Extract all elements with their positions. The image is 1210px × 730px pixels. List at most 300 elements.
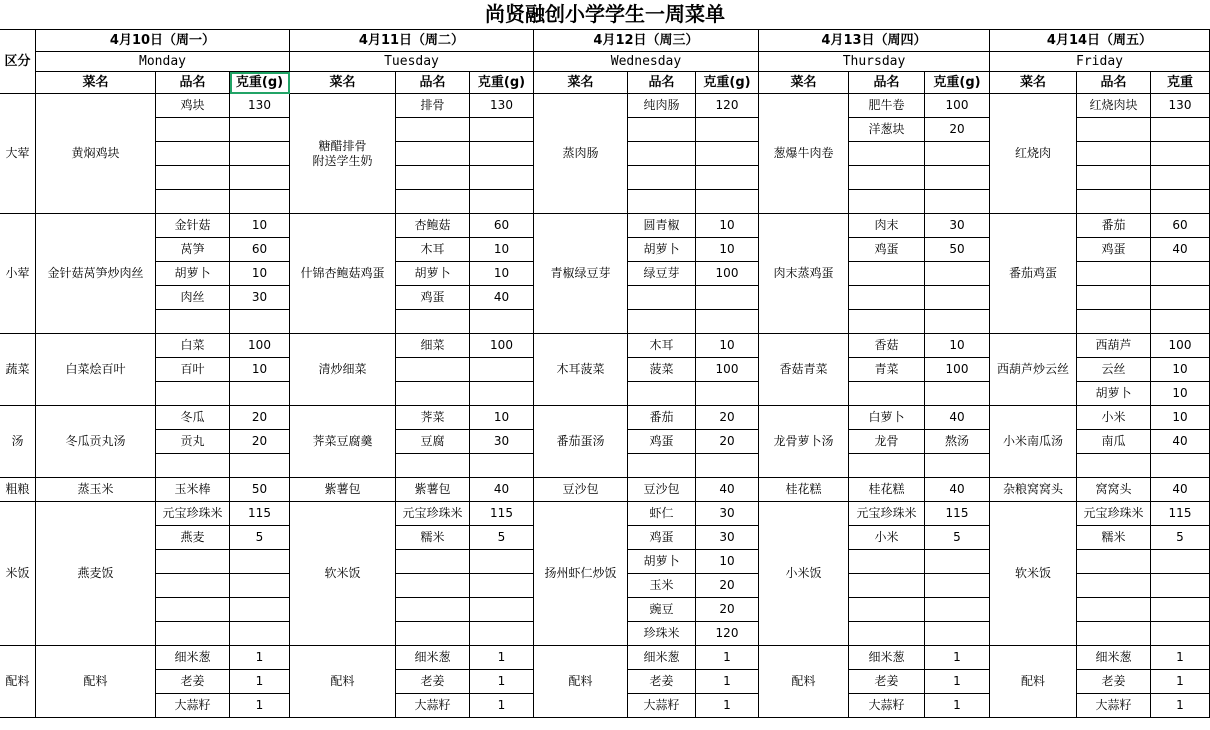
ingredient-cell[interactable]: 胡萝卜: [156, 262, 230, 286]
ingredient-cell[interactable]: [1077, 190, 1151, 214]
ingredient-cell[interactable]: 豆腐: [396, 430, 470, 454]
weight-column-header[interactable]: 克重: [1151, 72, 1210, 94]
dish-name-cell[interactable]: 番茄蛋汤: [534, 406, 628, 478]
ingredient-cell[interactable]: [849, 166, 925, 190]
ingredient-cell[interactable]: 杏鲍菇: [396, 214, 470, 238]
category-label[interactable]: 米饭: [0, 502, 36, 646]
weight-cell[interactable]: 40: [925, 406, 990, 430]
ingredient-cell[interactable]: [156, 574, 230, 598]
weight-cell[interactable]: 1: [925, 694, 990, 718]
dish-name-cell[interactable]: 葱爆牛肉卷: [759, 94, 849, 214]
ingredient-cell[interactable]: [849, 598, 925, 622]
ingredient-cell[interactable]: 玉米棒: [156, 478, 230, 502]
weight-cell[interactable]: [470, 598, 534, 622]
dish-name-cell[interactable]: 金针菇莴笋炒肉丝: [36, 214, 156, 334]
weight-cell[interactable]: 10: [470, 238, 534, 262]
ingredient-cell[interactable]: 云丝: [1077, 358, 1151, 382]
ingredient-cell[interactable]: 贡丸: [156, 430, 230, 454]
dish-name-cell[interactable]: 冬瓜贡丸汤: [36, 406, 156, 478]
weight-cell[interactable]: 5: [925, 526, 990, 550]
weight-cell[interactable]: [1151, 262, 1210, 286]
ingredient-cell[interactable]: [396, 190, 470, 214]
ingredient-cell[interactable]: 玉米: [628, 574, 696, 598]
weight-cell[interactable]: 130: [230, 94, 290, 118]
ingredient-cell[interactable]: 白萝卜: [849, 406, 925, 430]
ingredient-cell[interactable]: [396, 310, 470, 334]
dish-column-header[interactable]: 菜名: [534, 72, 628, 94]
ingredient-cell[interactable]: 白菜: [156, 334, 230, 358]
ingredient-cell[interactable]: 莴笋: [156, 238, 230, 262]
ingredient-cell[interactable]: [849, 262, 925, 286]
ingredient-cell[interactable]: [156, 622, 230, 646]
ingredient-cell[interactable]: [156, 382, 230, 406]
weight-cell[interactable]: [925, 190, 990, 214]
ingredient-cell[interactable]: [396, 118, 470, 142]
ingredient-cell[interactable]: 糯米: [1077, 526, 1151, 550]
ingredient-cell[interactable]: [1077, 598, 1151, 622]
dish-name-cell[interactable]: 什锦杏鲍菇鸡蛋: [290, 214, 396, 334]
weight-cell[interactable]: 10: [470, 262, 534, 286]
weight-cell[interactable]: 30: [230, 286, 290, 310]
weight-cell[interactable]: 1: [1151, 646, 1210, 670]
item-column-header[interactable]: 品名: [156, 72, 230, 94]
ingredient-cell[interactable]: 鸡块: [156, 94, 230, 118]
dish-name-cell[interactable]: 荠菜豆腐羹: [290, 406, 396, 478]
ingredient-cell[interactable]: [1077, 622, 1151, 646]
ingredient-cell[interactable]: 细米葱: [156, 646, 230, 670]
weight-cell[interactable]: 60: [470, 214, 534, 238]
weight-cell[interactable]: [470, 310, 534, 334]
weight-cell[interactable]: [230, 550, 290, 574]
ingredient-cell[interactable]: [628, 454, 696, 478]
weight-cell[interactable]: 100: [470, 334, 534, 358]
ingredient-cell[interactable]: [628, 310, 696, 334]
weight-cell[interactable]: [1151, 118, 1210, 142]
ingredient-cell[interactable]: 鸡蛋: [1077, 238, 1151, 262]
ingredient-cell[interactable]: 元宝珍珠米: [849, 502, 925, 526]
weight-cell[interactable]: 10: [1151, 358, 1210, 382]
weight-cell[interactable]: 10: [230, 262, 290, 286]
weight-cell[interactable]: 100: [696, 358, 759, 382]
day-date-header[interactable]: 4月13日（周四）: [759, 30, 990, 52]
ingredient-cell[interactable]: [628, 166, 696, 190]
ingredient-cell[interactable]: 菠菜: [628, 358, 696, 382]
ingredient-cell[interactable]: 番茄: [1077, 214, 1151, 238]
ingredient-cell[interactable]: [849, 310, 925, 334]
day-weekday-header[interactable]: Tuesday: [290, 52, 534, 72]
ingredient-cell[interactable]: [849, 622, 925, 646]
category-label[interactable]: 粗粮: [0, 478, 36, 502]
weight-cell[interactable]: 1: [230, 694, 290, 718]
weight-cell[interactable]: 1: [470, 694, 534, 718]
category-label[interactable]: 大荤: [0, 94, 36, 214]
ingredient-cell[interactable]: 排骨: [396, 94, 470, 118]
weight-cell[interactable]: 40: [470, 286, 534, 310]
weight-cell[interactable]: 115: [1151, 502, 1210, 526]
dish-name-cell[interactable]: 黄焖鸡块: [36, 94, 156, 214]
weight-column-header[interactable]: 克重(g): [696, 72, 759, 94]
weight-cell[interactable]: 1: [696, 646, 759, 670]
item-column-header[interactable]: 品名: [396, 72, 470, 94]
weight-cell[interactable]: 5: [1151, 526, 1210, 550]
ingredient-cell[interactable]: 大蒜籽: [156, 694, 230, 718]
weight-cell[interactable]: 20: [925, 118, 990, 142]
weight-cell[interactable]: 熬汤: [925, 430, 990, 454]
weight-cell[interactable]: [696, 286, 759, 310]
dish-column-header[interactable]: 菜名: [759, 72, 849, 94]
dish-name-cell[interactable]: 软米饭: [290, 502, 396, 646]
dish-name-cell[interactable]: 蒸玉米: [36, 478, 156, 502]
weight-cell[interactable]: 1: [230, 670, 290, 694]
ingredient-cell[interactable]: 元宝珍珠米: [156, 502, 230, 526]
weight-cell[interactable]: 1: [1151, 670, 1210, 694]
weight-cell[interactable]: [230, 574, 290, 598]
weight-cell[interactable]: 30: [696, 526, 759, 550]
weight-cell[interactable]: 10: [1151, 406, 1210, 430]
dish-name-cell[interactable]: 杂粮窝窝头: [990, 478, 1077, 502]
dish-name-cell[interactable]: 木耳菠菜: [534, 334, 628, 406]
ingredient-cell[interactable]: 老姜: [396, 670, 470, 694]
ingredient-cell[interactable]: 木耳: [628, 334, 696, 358]
ingredient-cell[interactable]: 老姜: [156, 670, 230, 694]
ingredient-cell[interactable]: 细米葱: [1077, 646, 1151, 670]
ingredient-cell[interactable]: [396, 454, 470, 478]
weight-cell[interactable]: [470, 454, 534, 478]
weight-cell[interactable]: [1151, 550, 1210, 574]
ingredient-cell[interactable]: 纯肉肠: [628, 94, 696, 118]
dish-name-cell[interactable]: 配料: [990, 646, 1077, 718]
weight-cell[interactable]: 10: [1151, 382, 1210, 406]
day-weekday-header[interactable]: Wednesday: [534, 52, 759, 72]
dish-name-cell[interactable]: 软米饭: [990, 502, 1077, 646]
day-weekday-header[interactable]: Thursday: [759, 52, 990, 72]
ingredient-cell[interactable]: 圆青椒: [628, 214, 696, 238]
weight-cell[interactable]: 5: [230, 526, 290, 550]
category-header[interactable]: 区分: [0, 30, 36, 94]
weight-cell[interactable]: [696, 454, 759, 478]
ingredient-cell[interactable]: [396, 574, 470, 598]
weight-cell[interactable]: 40: [470, 478, 534, 502]
weight-cell[interactable]: 10: [696, 214, 759, 238]
ingredient-cell[interactable]: [849, 190, 925, 214]
weight-cell[interactable]: [230, 310, 290, 334]
weight-column-header[interactable]: 克重(g): [925, 72, 990, 94]
weight-cell[interactable]: 60: [230, 238, 290, 262]
dish-name-cell[interactable]: 燕麦饭: [36, 502, 156, 646]
ingredient-cell[interactable]: [1077, 142, 1151, 166]
ingredient-cell[interactable]: 桂花糕: [849, 478, 925, 502]
weight-cell[interactable]: 40: [925, 478, 990, 502]
weight-cell[interactable]: [230, 166, 290, 190]
ingredient-cell[interactable]: [1077, 262, 1151, 286]
ingredient-cell[interactable]: [628, 118, 696, 142]
ingredient-cell[interactable]: 胡萝卜: [396, 262, 470, 286]
ingredient-cell[interactable]: [1077, 118, 1151, 142]
ingredient-cell[interactable]: 细米葱: [628, 646, 696, 670]
ingredient-cell[interactable]: 细米葱: [849, 646, 925, 670]
weight-cell[interactable]: [470, 142, 534, 166]
day-date-header[interactable]: 4月14日（周五）: [990, 30, 1210, 52]
ingredient-cell[interactable]: [628, 190, 696, 214]
ingredient-cell[interactable]: 西葫芦: [1077, 334, 1151, 358]
weight-cell[interactable]: [696, 166, 759, 190]
weight-cell[interactable]: [470, 622, 534, 646]
dish-name-cell[interactable]: 青椒绿豆芽: [534, 214, 628, 334]
weight-cell[interactable]: 40: [1151, 430, 1210, 454]
day-date-header[interactable]: 4月11日（周二）: [290, 30, 534, 52]
ingredient-cell[interactable]: 洋葱块: [849, 118, 925, 142]
item-column-header[interactable]: 品名: [849, 72, 925, 94]
weight-cell[interactable]: [925, 310, 990, 334]
weight-cell[interactable]: 5: [470, 526, 534, 550]
weight-cell[interactable]: [696, 190, 759, 214]
weight-cell[interactable]: 20: [230, 406, 290, 430]
weight-cell[interactable]: [1151, 622, 1210, 646]
weight-cell[interactable]: 50: [230, 478, 290, 502]
weight-cell[interactable]: 30: [470, 430, 534, 454]
weight-cell[interactable]: 1: [696, 694, 759, 718]
weight-cell[interactable]: 1: [696, 670, 759, 694]
weight-cell[interactable]: 115: [925, 502, 990, 526]
ingredient-cell[interactable]: 大蒜籽: [396, 694, 470, 718]
dish-name-cell[interactable]: 红烧肉: [990, 94, 1077, 214]
weight-cell[interactable]: 20: [230, 430, 290, 454]
ingredient-cell[interactable]: [396, 358, 470, 382]
weight-cell[interactable]: 100: [230, 334, 290, 358]
ingredient-cell[interactable]: 虾仁: [628, 502, 696, 526]
weight-cell[interactable]: [230, 598, 290, 622]
ingredient-cell[interactable]: 燕麦: [156, 526, 230, 550]
ingredient-cell[interactable]: 鸡蛋: [628, 430, 696, 454]
weight-cell[interactable]: 100: [1151, 334, 1210, 358]
weight-cell[interactable]: 115: [230, 502, 290, 526]
weight-cell[interactable]: [1151, 166, 1210, 190]
ingredient-cell[interactable]: [396, 142, 470, 166]
weight-cell[interactable]: 20: [696, 598, 759, 622]
weight-cell[interactable]: [470, 358, 534, 382]
ingredient-cell[interactable]: 鸡蛋: [396, 286, 470, 310]
ingredient-cell[interactable]: 金针菇: [156, 214, 230, 238]
dish-name-cell[interactable]: 糖醋排骨 附送学生奶: [290, 94, 396, 214]
dish-column-header[interactable]: 菜名: [36, 72, 156, 94]
dish-column-header[interactable]: 菜名: [290, 72, 396, 94]
ingredient-cell[interactable]: 肥牛卷: [849, 94, 925, 118]
ingredient-cell[interactable]: [628, 382, 696, 406]
weight-cell[interactable]: 10: [696, 238, 759, 262]
weight-cell[interactable]: 20: [696, 406, 759, 430]
weight-cell[interactable]: [925, 598, 990, 622]
ingredient-cell[interactable]: 荠菜: [396, 406, 470, 430]
weight-cell[interactable]: 20: [696, 430, 759, 454]
category-label[interactable]: 汤: [0, 406, 36, 478]
weight-cell[interactable]: [470, 190, 534, 214]
ingredient-cell[interactable]: 老姜: [628, 670, 696, 694]
weight-cell[interactable]: 40: [1151, 478, 1210, 502]
weight-cell[interactable]: [230, 190, 290, 214]
ingredient-cell[interactable]: 番茄: [628, 406, 696, 430]
weight-cell[interactable]: 1: [925, 646, 990, 670]
dish-name-cell[interactable]: 西葫芦炒云丝: [990, 334, 1077, 406]
ingredient-cell[interactable]: 鸡蛋: [849, 238, 925, 262]
dish-name-cell[interactable]: 桂花糕: [759, 478, 849, 502]
ingredient-cell[interactable]: 木耳: [396, 238, 470, 262]
selected-weight-column-header[interactable]: 克重(g): [230, 72, 290, 94]
ingredient-cell[interactable]: 珍珠米: [628, 622, 696, 646]
ingredient-cell[interactable]: 南瓜: [1077, 430, 1151, 454]
dish-name-cell[interactable]: 豆沙包: [534, 478, 628, 502]
weight-cell[interactable]: 1: [470, 670, 534, 694]
weight-cell[interactable]: 30: [925, 214, 990, 238]
dish-name-cell[interactable]: 扬州虾仁炒饭: [534, 502, 628, 646]
weight-cell[interactable]: 120: [696, 94, 759, 118]
weight-cell[interactable]: 120: [696, 622, 759, 646]
ingredient-cell[interactable]: 香菇: [849, 334, 925, 358]
weight-cell[interactable]: [925, 166, 990, 190]
weight-cell[interactable]: 1: [230, 646, 290, 670]
weight-cell[interactable]: 1: [470, 646, 534, 670]
weight-cell[interactable]: [230, 118, 290, 142]
weight-cell[interactable]: 60: [1151, 214, 1210, 238]
weight-cell[interactable]: 130: [470, 94, 534, 118]
dish-name-cell[interactable]: 配料: [534, 646, 628, 718]
ingredient-cell[interactable]: 胡萝卜: [628, 238, 696, 262]
dish-name-cell[interactable]: 肉末蒸鸡蛋: [759, 214, 849, 334]
category-label[interactable]: 蔬菜: [0, 334, 36, 406]
weight-cell[interactable]: [925, 550, 990, 574]
weight-cell[interactable]: [1151, 286, 1210, 310]
ingredient-cell[interactable]: [396, 382, 470, 406]
ingredient-cell[interactable]: 大蒜籽: [1077, 694, 1151, 718]
ingredient-cell[interactable]: [849, 454, 925, 478]
ingredient-cell[interactable]: [628, 286, 696, 310]
weight-cell[interactable]: [1151, 598, 1210, 622]
ingredient-cell[interactable]: [1077, 574, 1151, 598]
weight-cell[interactable]: 20: [696, 574, 759, 598]
ingredient-cell[interactable]: 百叶: [156, 358, 230, 382]
ingredient-cell[interactable]: [156, 310, 230, 334]
dish-name-cell[interactable]: 小米饭: [759, 502, 849, 646]
ingredient-cell[interactable]: [156, 598, 230, 622]
ingredient-cell[interactable]: [1077, 286, 1151, 310]
weight-cell[interactable]: 10: [470, 406, 534, 430]
ingredient-cell[interactable]: 肉末: [849, 214, 925, 238]
ingredient-cell[interactable]: [1077, 310, 1151, 334]
weight-cell[interactable]: 1: [1151, 694, 1210, 718]
weight-cell[interactable]: [1151, 142, 1210, 166]
day-date-header[interactable]: 4月12日（周三）: [534, 30, 759, 52]
ingredient-cell[interactable]: 大蒜籽: [849, 694, 925, 718]
ingredient-cell[interactable]: 窝窝头: [1077, 478, 1151, 502]
weight-cell[interactable]: [925, 574, 990, 598]
ingredient-cell[interactable]: [156, 118, 230, 142]
weight-cell[interactable]: 1: [925, 670, 990, 694]
ingredient-cell[interactable]: 老姜: [849, 670, 925, 694]
ingredient-cell[interactable]: 紫薯包: [396, 478, 470, 502]
dish-name-cell[interactable]: 白菜烩百叶: [36, 334, 156, 406]
ingredient-cell[interactable]: [396, 598, 470, 622]
ingredient-cell[interactable]: [396, 622, 470, 646]
category-label[interactable]: 小荤: [0, 214, 36, 334]
ingredient-cell[interactable]: 老姜: [1077, 670, 1151, 694]
weight-cell[interactable]: [470, 550, 534, 574]
dish-name-cell[interactable]: 番茄鸡蛋: [990, 214, 1077, 334]
weight-cell[interactable]: [925, 454, 990, 478]
ingredient-cell[interactable]: 红烧肉块: [1077, 94, 1151, 118]
item-column-header[interactable]: 品名: [628, 72, 696, 94]
dish-name-cell[interactable]: 龙骨萝卜汤: [759, 406, 849, 478]
weight-cell[interactable]: [925, 286, 990, 310]
ingredient-cell[interactable]: 肉丝: [156, 286, 230, 310]
ingredient-cell[interactable]: 元宝珍珠米: [396, 502, 470, 526]
weight-cell[interactable]: 10: [696, 550, 759, 574]
ingredient-cell[interactable]: 大蒜籽: [628, 694, 696, 718]
day-weekday-header[interactable]: Monday: [36, 52, 290, 72]
ingredient-cell[interactable]: 鸡蛋: [628, 526, 696, 550]
ingredient-cell[interactable]: [156, 190, 230, 214]
day-weekday-header[interactable]: Friday: [990, 52, 1210, 72]
ingredient-cell[interactable]: 元宝珍珠米: [1077, 502, 1151, 526]
weight-cell[interactable]: [925, 262, 990, 286]
weight-cell[interactable]: 10: [925, 334, 990, 358]
ingredient-cell[interactable]: 胡萝卜: [628, 550, 696, 574]
weight-cell[interactable]: [230, 454, 290, 478]
weight-cell[interactable]: 30: [696, 502, 759, 526]
dish-name-cell[interactable]: 紫薯包: [290, 478, 396, 502]
ingredient-cell[interactable]: 龙骨: [849, 430, 925, 454]
ingredient-cell[interactable]: [849, 550, 925, 574]
weight-cell[interactable]: [1151, 310, 1210, 334]
category-label[interactable]: 配料: [0, 646, 36, 718]
weight-cell[interactable]: 115: [470, 502, 534, 526]
weight-cell[interactable]: 10: [230, 214, 290, 238]
weight-cell[interactable]: [1151, 574, 1210, 598]
ingredient-cell[interactable]: 冬瓜: [156, 406, 230, 430]
weight-cell[interactable]: 100: [696, 262, 759, 286]
weight-cell[interactable]: [470, 382, 534, 406]
ingredient-cell[interactable]: 绿豆芽: [628, 262, 696, 286]
dish-name-cell[interactable]: 香菇青菜: [759, 334, 849, 406]
weight-cell[interactable]: 10: [230, 358, 290, 382]
weight-cell[interactable]: [696, 310, 759, 334]
ingredient-cell[interactable]: 小米: [849, 526, 925, 550]
day-date-header[interactable]: 4月10日（周一）: [36, 30, 290, 52]
weight-cell[interactable]: [925, 142, 990, 166]
ingredient-cell[interactable]: 豌豆: [628, 598, 696, 622]
weight-cell[interactable]: 10: [696, 334, 759, 358]
ingredient-cell[interactable]: [396, 550, 470, 574]
dish-name-cell[interactable]: 配料: [759, 646, 849, 718]
ingredient-cell[interactable]: [1077, 454, 1151, 478]
dish-name-cell[interactable]: 配料: [36, 646, 156, 718]
dish-column-header[interactable]: 菜名: [990, 72, 1077, 94]
weight-cell[interactable]: [1151, 454, 1210, 478]
ingredient-cell[interactable]: 青菜: [849, 358, 925, 382]
weight-cell[interactable]: [925, 382, 990, 406]
ingredient-cell[interactable]: [156, 454, 230, 478]
ingredient-cell[interactable]: 胡萝卜: [1077, 382, 1151, 406]
dish-name-cell[interactable]: 小米南瓜汤: [990, 406, 1077, 478]
ingredient-cell[interactable]: [156, 166, 230, 190]
weight-cell[interactable]: [470, 574, 534, 598]
ingredient-cell[interactable]: [849, 286, 925, 310]
ingredient-cell[interactable]: [1077, 166, 1151, 190]
dish-name-cell[interactable]: 清炒细菜: [290, 334, 396, 406]
weight-cell[interactable]: [230, 142, 290, 166]
weight-cell[interactable]: [230, 382, 290, 406]
ingredient-cell[interactable]: 小米: [1077, 406, 1151, 430]
ingredient-cell[interactable]: 细米葱: [396, 646, 470, 670]
ingredient-cell[interactable]: [156, 142, 230, 166]
